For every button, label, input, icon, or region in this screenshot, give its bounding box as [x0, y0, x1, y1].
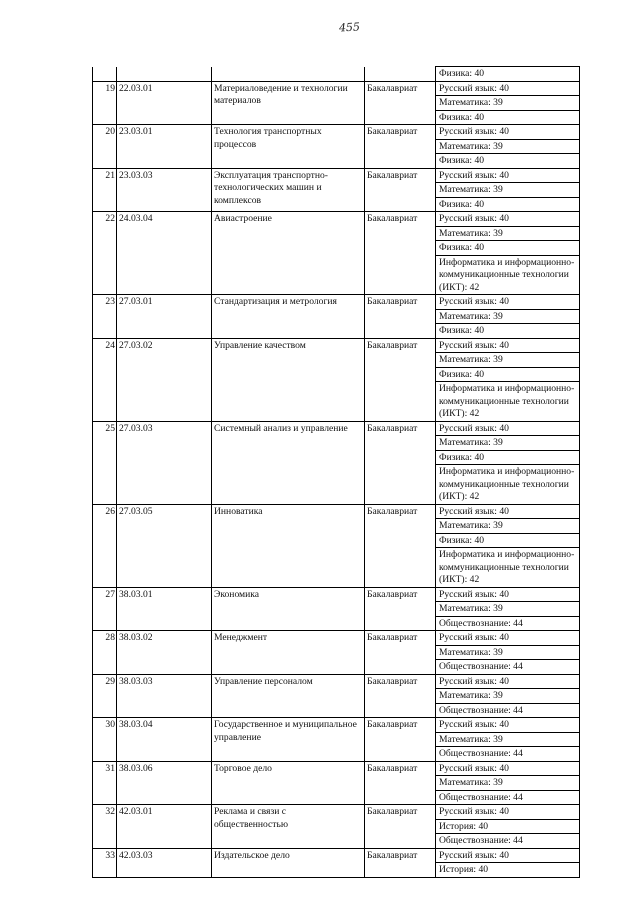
education-level: Бакалавриат	[365, 587, 436, 631]
exam-requirement: Обществознание: 44	[436, 703, 580, 718]
exam-requirement: Русский язык: 40	[436, 81, 580, 96]
program-code: 42.03.01	[117, 805, 212, 849]
program-code: 27.03.03	[117, 421, 212, 504]
exam-requirement: Информатика и информационно-коммуникационные технологии (ИКТ): 42	[436, 548, 580, 588]
education-level: Бакалавриат	[365, 125, 436, 169]
row-number: 20	[93, 125, 117, 169]
program-code: 27.03.05	[117, 504, 212, 587]
row-number: 24	[93, 338, 117, 421]
exam-requirement: Физика: 40	[436, 241, 580, 256]
exam-requirement: Информатика и информационно-коммуникационные технологии (ИКТ): 42	[436, 255, 580, 295]
table-row	[93, 421, 580, 436]
admission-table	[92, 66, 580, 878]
row-number: 30	[93, 718, 117, 762]
table-row	[93, 295, 580, 310]
table-row	[93, 805, 580, 820]
program-code: 27.03.02	[117, 338, 212, 421]
table-row	[93, 631, 580, 646]
row-number: 22	[93, 212, 117, 295]
page-number: 455	[338, 20, 361, 35]
exam-requirement: Математика: 39	[436, 436, 580, 451]
table-row	[93, 848, 580, 863]
exam-requirement: Русский язык: 40	[436, 631, 580, 646]
exam-requirement: Математика: 39	[436, 353, 580, 368]
program-code: 24.03.04	[117, 212, 212, 295]
empty-cell	[93, 67, 117, 82]
empty-cell	[117, 67, 212, 82]
table-row	[93, 168, 580, 183]
exam-requirement: Русский язык: 40	[436, 848, 580, 863]
exam-requirement: Русский язык: 40	[436, 587, 580, 602]
program-name: Реклама и связи с общественностью	[212, 805, 365, 849]
row-number: 23	[93, 295, 117, 339]
exam-requirement: Математика: 39	[436, 645, 580, 660]
education-level: Бакалавриат	[365, 212, 436, 295]
education-level: Бакалавриат	[365, 168, 436, 212]
exam-requirement: Русский язык: 40	[436, 504, 580, 519]
exam-requirement: Обществознание: 44	[436, 616, 580, 631]
row-number: 28	[93, 631, 117, 675]
exam-requirement: Математика: 39	[436, 226, 580, 241]
program-name: Государственное и муниципальное управление	[212, 718, 365, 762]
program-name: Торговое дело	[212, 761, 365, 805]
exam-requirement: Информатика и информационно-коммуникационные технологии (ИКТ): 42	[436, 382, 580, 422]
program-name: Управление качеством	[212, 338, 365, 421]
exam-requirement: Физика: 40	[436, 324, 580, 339]
program-name: Эксплуатация транспортно-технологических машин и комплексов	[212, 168, 365, 212]
exam-requirement: Физика: 40	[436, 367, 580, 382]
table-row	[93, 718, 580, 733]
exam-requirement: Физика: 40	[436, 67, 580, 82]
exam-requirement: Физика: 40	[436, 110, 580, 125]
exam-requirement: Русский язык: 40	[436, 295, 580, 310]
exam-requirement: Физика: 40	[436, 154, 580, 169]
exam-requirement: Русский язык: 40	[436, 212, 580, 227]
exam-requirement: Русский язык: 40	[436, 805, 580, 820]
program-code: 38.03.03	[117, 674, 212, 718]
program-code: 27.03.01	[117, 295, 212, 339]
exam-requirement: История: 40	[436, 863, 580, 878]
row-number: 32	[93, 805, 117, 849]
exam-requirement: Физика: 40	[436, 533, 580, 548]
education-level: Бакалавриат	[365, 338, 436, 421]
admission-table-body	[93, 67, 580, 878]
row-number: 21	[93, 168, 117, 212]
education-level: Бакалавриат	[365, 295, 436, 339]
exam-requirement: Обществознание: 44	[436, 790, 580, 805]
program-name: Стандартизация и метрология	[212, 295, 365, 339]
exam-requirement: Математика: 39	[436, 309, 580, 324]
exam-requirement: Физика: 40	[436, 197, 580, 212]
table-row-continuation	[93, 67, 580, 82]
education-level: Бакалавриат	[365, 761, 436, 805]
education-level: Бакалавриат	[365, 805, 436, 849]
table-row	[93, 212, 580, 227]
program-code: 38.03.02	[117, 631, 212, 675]
exam-requirement: Информатика и информационно-коммуникационные технологии (ИКТ): 42	[436, 465, 580, 505]
exam-requirement: Русский язык: 40	[436, 761, 580, 776]
row-number: 31	[93, 761, 117, 805]
education-level: Бакалавриат	[365, 718, 436, 762]
program-name: Авиастроение	[212, 212, 365, 295]
exam-requirement: Русский язык: 40	[436, 338, 580, 353]
program-code: 23.03.01	[117, 125, 212, 169]
education-level: Бакалавриат	[365, 674, 436, 718]
education-level: Бакалавриат	[365, 631, 436, 675]
table-row	[93, 125, 580, 140]
exam-requirement: История: 40	[436, 819, 580, 834]
exam-requirement: Русский язык: 40	[436, 718, 580, 733]
program-name: Менеджмент	[212, 631, 365, 675]
education-level: Бакалавриат	[365, 504, 436, 587]
table-row	[93, 761, 580, 776]
table-row	[93, 587, 580, 602]
program-code: 42.03.03	[117, 848, 212, 877]
program-code: 38.03.01	[117, 587, 212, 631]
exam-requirement: Русский язык: 40	[436, 421, 580, 436]
row-number: 29	[93, 674, 117, 718]
empty-cell	[212, 67, 365, 82]
row-number: 26	[93, 504, 117, 587]
exam-requirement: Обществознание: 44	[436, 834, 580, 849]
exam-requirement: Математика: 39	[436, 732, 580, 747]
program-name: Экономика	[212, 587, 365, 631]
exam-requirement: Русский язык: 40	[436, 125, 580, 140]
education-level: Бакалавриат	[365, 848, 436, 877]
exam-requirement: Математика: 39	[436, 183, 580, 198]
program-name: Инноватика	[212, 504, 365, 587]
exam-requirement: Русский язык: 40	[436, 168, 580, 183]
empty-cell	[365, 67, 436, 82]
row-number: 19	[93, 81, 117, 125]
exam-requirement: Русский язык: 40	[436, 674, 580, 689]
admission-table-wrapper	[92, 66, 579, 875]
program-code: 38.03.04	[117, 718, 212, 762]
education-level: Бакалавриат	[365, 421, 436, 504]
exam-requirement: Обществознание: 44	[436, 747, 580, 762]
table-row	[93, 81, 580, 96]
program-name: Издательское дело	[212, 848, 365, 877]
program-name: Материаловедение и технологии материалов	[212, 81, 365, 125]
row-number: 33	[93, 848, 117, 877]
program-name: Технология транспортных процессов	[212, 125, 365, 169]
exam-requirement: Математика: 39	[436, 519, 580, 534]
exam-requirement: Математика: 39	[436, 776, 580, 791]
program-code: 38.03.06	[117, 761, 212, 805]
row-number: 25	[93, 421, 117, 504]
exam-requirement: Математика: 39	[436, 689, 580, 704]
program-name: Управление персоналом	[212, 674, 365, 718]
program-code: 22.03.01	[117, 81, 212, 125]
exam-requirement: Математика: 39	[436, 602, 580, 617]
table-row	[93, 338, 580, 353]
program-name: Системный анализ и управление	[212, 421, 365, 504]
exam-requirement: Математика: 39	[436, 139, 580, 154]
education-level: Бакалавриат	[365, 81, 436, 125]
row-number: 27	[93, 587, 117, 631]
exam-requirement: Обществознание: 44	[436, 660, 580, 675]
program-code: 23.03.03	[117, 168, 212, 212]
table-row	[93, 504, 580, 519]
exam-requirement: Математика: 39	[436, 96, 580, 111]
exam-requirement: Физика: 40	[436, 450, 580, 465]
table-row	[93, 674, 580, 689]
